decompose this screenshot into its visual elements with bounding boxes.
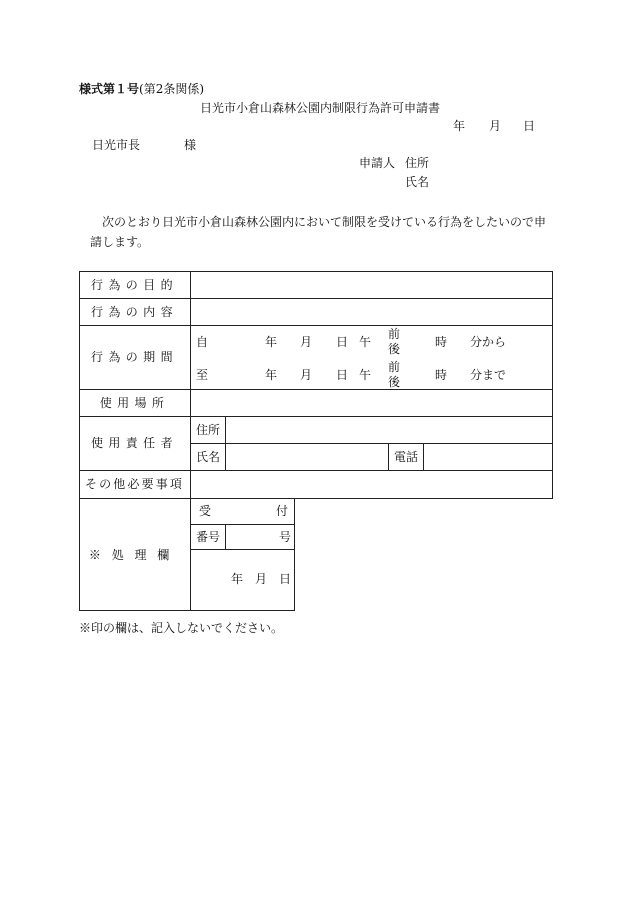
content-field[interactable] <box>196 303 546 321</box>
column-divider <box>225 524 226 549</box>
period-to-year: 年 <box>265 368 278 382</box>
row-divider <box>190 524 295 525</box>
period-from-year: 年 <box>265 335 278 349</box>
table-border-top <box>79 271 553 272</box>
row-divider <box>79 470 553 471</box>
period-from-pm: 後 <box>388 342 401 356</box>
applicant-name-label: 氏名 <box>405 175 430 189</box>
responsible-phone-label: 電話 <box>394 450 419 464</box>
processing-label: ※処理欄 <box>88 548 181 562</box>
period-from-hour: 時 <box>435 335 448 349</box>
applicant-address-line <box>359 156 430 170</box>
date-year: 年 <box>453 119 466 133</box>
responsible-phone-field[interactable] <box>428 448 546 466</box>
row-divider <box>79 298 553 299</box>
table-border-right <box>552 271 553 498</box>
period-to-prefix: 至 <box>196 368 209 382</box>
row-divider <box>79 389 553 390</box>
processing-month: 月 <box>255 572 268 586</box>
applicant-label: 申請人 <box>359 156 396 170</box>
document-title: 日光市小倉山森林公園内制限行為許可申請書 <box>200 101 441 115</box>
date-day: 日 <box>523 119 536 133</box>
responsible-address-label: 住所 <box>196 423 221 437</box>
processing-border-right <box>294 498 295 611</box>
application-statement: 次のとおり日光市小倉山森林公園内において制限を受けている行為をしたいので申請します。 <box>90 215 547 249</box>
responsible-name-field[interactable] <box>230 448 382 466</box>
purpose-field[interactable] <box>196 276 546 294</box>
location-label: 使用場所 <box>99 396 170 410</box>
application-date <box>453 119 536 133</box>
row-divider <box>190 549 295 550</box>
applicant-address-label: 住所 <box>405 156 430 170</box>
other-field[interactable] <box>196 475 546 493</box>
period-to-hour: 時 <box>435 368 448 382</box>
column-divider <box>388 443 389 470</box>
period-from-minute: 分から <box>470 335 507 349</box>
processing-day: 日 <box>279 572 292 586</box>
table-border-bottom <box>79 610 295 611</box>
period-label: 行為の期間 <box>90 350 178 364</box>
row-divider <box>79 416 553 417</box>
processing-year: 年 <box>231 572 244 586</box>
other-label: その他必要事項 <box>84 477 185 491</box>
column-divider <box>225 416 226 470</box>
row-divider <box>79 325 553 326</box>
date-month: 月 <box>489 119 502 133</box>
location-field[interactable] <box>196 394 546 412</box>
column-divider <box>423 443 424 470</box>
receipt-label-2: 付 <box>276 504 289 518</box>
period-from-prefix: 自 <box>196 335 209 349</box>
period-to-month: 月 <box>300 368 313 382</box>
addressee-title: 日光市長 <box>92 138 141 152</box>
responsible-address-field[interactable] <box>230 421 546 439</box>
purpose-label: 行為の目的 <box>90 278 178 292</box>
addressee-honorific: 様 <box>184 138 197 152</box>
content-label: 行為の内容 <box>90 305 178 319</box>
responsible-label: 使用責任者 <box>90 436 178 450</box>
receipt-label-1: 受 <box>199 504 212 518</box>
addressee <box>92 138 197 152</box>
period-from-month: 月 <box>300 335 313 349</box>
period-to-pm: 後 <box>388 375 401 389</box>
period-from-day: 日 <box>336 335 349 349</box>
form-number-article: (第2条関係) <box>139 82 205 96</box>
period-from-am: 前 <box>388 327 401 341</box>
number-label: 番号 <box>196 530 221 544</box>
row-divider <box>190 443 553 444</box>
number-suffix: 号 <box>279 530 292 544</box>
row-divider <box>79 498 553 499</box>
period-from-ampm: 午 <box>359 335 372 349</box>
period-to-ampm: 午 <box>359 368 372 382</box>
form-number-bold: 様式第１号 <box>79 82 140 96</box>
period-to-day: 日 <box>336 368 349 382</box>
responsible-name-label: 氏名 <box>196 450 221 464</box>
label-column-divider <box>190 271 191 611</box>
form-number <box>79 83 204 95</box>
period-to-am: 前 <box>388 360 401 374</box>
footnote: ※印の欄は、記入しないでください。 <box>79 621 284 635</box>
period-to-minute: 分まで <box>470 368 507 382</box>
